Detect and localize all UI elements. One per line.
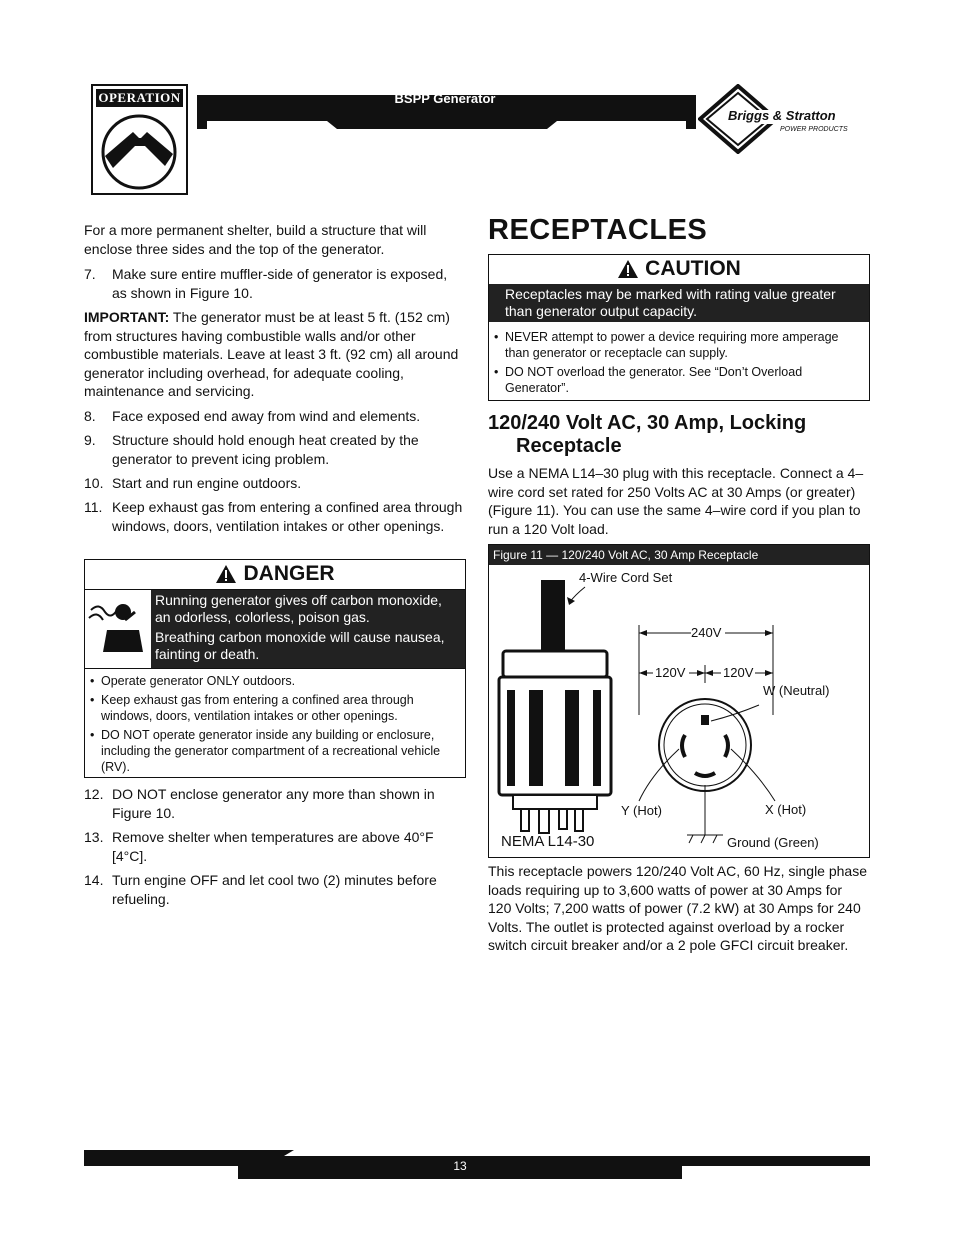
step-text: Keep exhaust gas from entering a confined area through windows, doors, ventilation intakes or other openings. [112, 499, 463, 534]
step-text: Structure should hold enough heat created by the generator to prevent icing problem. [112, 432, 419, 467]
badge-title: OPERATION [96, 89, 183, 107]
danger-header [85, 560, 465, 588]
fume-hazard-icon [85, 590, 151, 668]
list-item: • DO NOT overload the generator. See “Don’t Overload Generator”. [491, 364, 861, 396]
subsection-title: 120/240 Volt AC, 30 Amp, Locking Receptacle [488, 412, 807, 457]
step-text: Face exposed end away from wind and elements. [112, 408, 421, 424]
step-number: 9. [84, 432, 96, 448]
step-text: Start and run engine outdoors. [112, 475, 302, 491]
step-text: Make sure entire muffler-side of generator is exposed, as shown in Figure 10. [112, 266, 448, 301]
danger-message [151, 590, 465, 668]
step-number: 8. [84, 408, 96, 424]
step-number: 10. [84, 475, 104, 491]
intro-paragraph: For a more permanent shelter, build a structure that will enclose three sides and the top of the generator. [84, 222, 427, 257]
caution-box [488, 254, 870, 401]
hands-icon [99, 110, 180, 190]
neutral-label: W (Neutral) [763, 683, 830, 698]
danger-msg-2: Breathing carbon monoxide will cause nausea, fainting or death. [155, 629, 445, 662]
page-number: 13 [453, 1159, 467, 1173]
danger-message-row [85, 589, 465, 669]
step-text: DO NOT enclose generator any more than shown in Figure 10. [112, 786, 435, 821]
header-title: BSPP Generator [394, 91, 496, 106]
danger-msg-1: Running generator gives off carbon monoxide, an odorless, colorless, poison gas. [155, 592, 442, 625]
important-label: IMPORTANT: [84, 309, 170, 325]
step-text: Turn engine OFF and let cool two (2) minutes before refueling. [112, 872, 437, 907]
list-item: • Keep exhaust gas from entering a confined area through windows, doors, ventilation intakes or other openings. [87, 692, 459, 724]
important-text: The generator must be at least 5 ft. (152 cm) from structures having combustible walls and/or other combustible materials. Leave at least 3 ft. (92 cm) all around generator including overhead, for adequate cooling, maintenance and servicing. [84, 309, 459, 399]
label-240v: 240V [691, 625, 722, 640]
caution-title: CAUTION [645, 257, 741, 280]
warning-triangle-icon [215, 564, 237, 584]
list-item: • DO NOT operate generator inside any building or enclosure, including the generator compartment of a recreational vehicle (RV). [87, 727, 459, 775]
ground-label: Ground (Green) [727, 835, 819, 850]
step-number: 11. [84, 499, 103, 515]
step-number: 12. [84, 786, 104, 802]
logo-brand: Briggs & Stratton [728, 108, 836, 123]
label-120v-left: 120V [655, 665, 686, 680]
receptacle-paragraph-2: This receptacle powers 120/240 Volt AC, 60 Hz, single phase loads requiring up to 3,600 watts of power at 30 Amps for 120 Volts; 7,200 watts of power (7.2 kW) at 30 Amps for 240 Volts. The outlet is protected against overload by a rocker switch circuit breaker and/or a 2 pole GFCI circuit breaker. [488, 863, 867, 953]
receptacle-paragraph-1: Use a NEMA L14–30 plug with this receptacle. Connect a 4–wire cord set rated for 250 Volts AC at 30 Amps (or greater) (Figure 11). You can use the same 4–wire cord if you plan to run a 120 Volt load. [488, 465, 864, 537]
warning-triangle-icon [617, 259, 639, 279]
figure-11 [488, 544, 870, 858]
step-number: 13. [84, 829, 104, 845]
caution-bullets [491, 329, 861, 399]
briggs-stratton-logo [698, 84, 870, 154]
nema-label: NEMA L14-30 [501, 833, 595, 850]
list-item: • NEVER attempt to power a device requiring more amperage than generator or receptacle can supply. [491, 329, 861, 361]
cord-label: 4-Wire Cord Set [579, 570, 673, 585]
important-paragraph [84, 308, 464, 401]
step-number: 14. [84, 872, 104, 888]
x-hot-label: X (Hot) [765, 802, 807, 817]
receptacle-diagram [489, 565, 869, 857]
danger-bullets [87, 673, 459, 778]
step-number: 7. [84, 266, 96, 282]
section-title: RECEPTACLES [488, 214, 708, 246]
step-text: Remove shelter when temperatures are above 40°F [4°C]. [112, 829, 434, 864]
logo-sub: POWER PRODUCTS [780, 126, 848, 133]
operation-badge [91, 84, 188, 195]
danger-box [84, 559, 466, 778]
caution-message: Receptacles may be marked with rating value greater than generator output capacity. [489, 284, 869, 322]
figure-caption: Figure 11 — 120/240 Volt AC, 30 Amp Receptacle [489, 545, 869, 565]
list-item: • Operate generator ONLY outdoors. [87, 673, 459, 689]
label-120v-right: 120V [723, 665, 754, 680]
caution-header [489, 255, 869, 283]
danger-title: DANGER [243, 562, 335, 585]
y-hot-label: Y (Hot) [621, 803, 662, 818]
